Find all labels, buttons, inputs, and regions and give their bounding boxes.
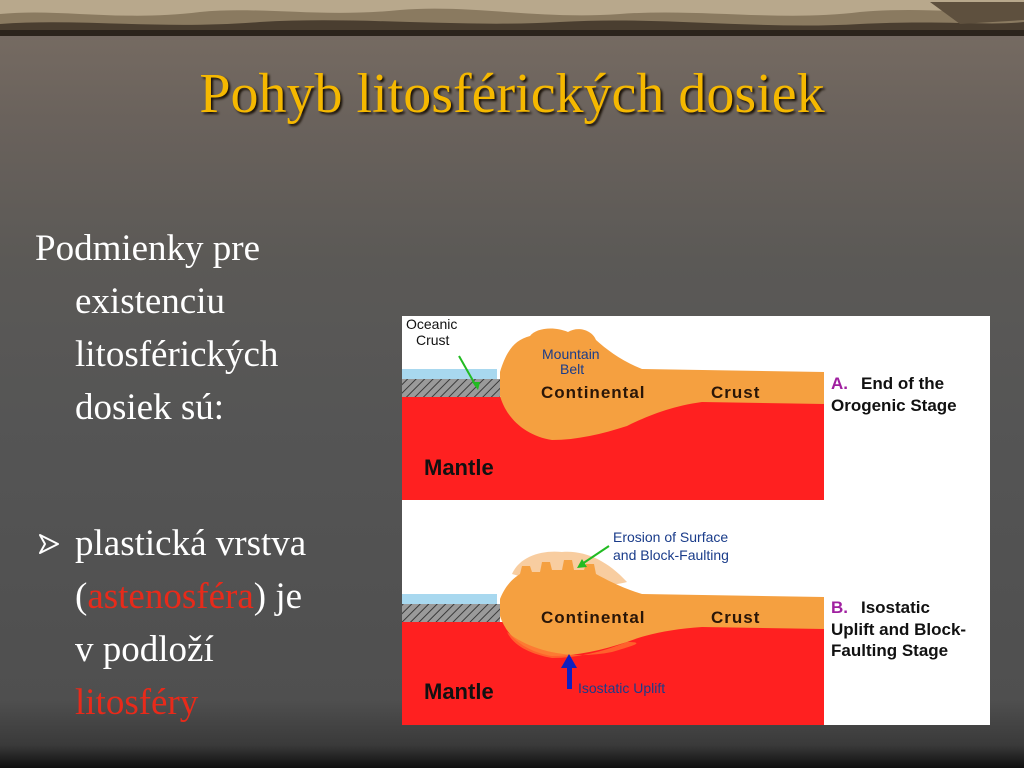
oceanic-crust-b bbox=[402, 604, 500, 622]
stage-b-line-1: Isostatic bbox=[861, 598, 930, 617]
erosion-label-1: Erosion of Surface bbox=[613, 529, 729, 545]
bullet-line-2 bbox=[35, 570, 375, 623]
intro-line-3: litosférických bbox=[75, 334, 279, 375]
bullet-after-term: ) je bbox=[253, 576, 303, 617]
stage-b-letter: B. bbox=[831, 598, 848, 617]
continental-label-a: Continental bbox=[541, 383, 646, 402]
oceanic-label-2: Crust bbox=[416, 332, 450, 348]
ocean-layer-b bbox=[402, 594, 497, 604]
mantle-label-a: Mantle bbox=[424, 455, 494, 480]
stage-a-letter: A. bbox=[831, 374, 848, 393]
oceanic-crust-a bbox=[402, 379, 500, 397]
oceanic-label-1: Oceanic bbox=[406, 316, 458, 332]
continental-label-b: Continental bbox=[541, 608, 646, 627]
bullet-highlight-lithosphere: litosféry bbox=[75, 682, 199, 723]
erosion-label-2: and Block-Faulting bbox=[613, 547, 729, 563]
intro-line-2: existenciu bbox=[75, 281, 226, 322]
intro-line-1: Podmienky pre bbox=[35, 228, 261, 269]
uplift-label: Isostatic Uplift bbox=[578, 680, 666, 696]
crust-label-a: Crust bbox=[711, 383, 761, 402]
mountain-label-2: Belt bbox=[560, 361, 585, 377]
intro-line-4: dosiek sú: bbox=[75, 387, 225, 428]
intro-paragraph bbox=[35, 222, 365, 434]
bullet-item bbox=[35, 517, 375, 729]
stage-a-line-1: End of the bbox=[861, 374, 945, 393]
mantle-label-b: Mantle bbox=[424, 679, 494, 704]
stage-a-line-2: Orogenic Stage bbox=[831, 396, 957, 415]
bullet-open-paren: ( bbox=[75, 576, 88, 617]
uplift-arrow-shaft bbox=[567, 665, 572, 689]
crust-label-b: Crust bbox=[711, 608, 761, 627]
stage-b-line-2: Uplift and Block- bbox=[831, 620, 967, 639]
bullet-highlight-asthenosphere: astenosféra bbox=[87, 576, 254, 617]
slide-title: Pohyb litosférických dosiek bbox=[199, 63, 825, 125]
ocean-layer-a bbox=[402, 369, 497, 379]
bullet-line-1: plastická vrstva bbox=[75, 523, 307, 564]
stage-b-line-3: Faulting Stage bbox=[831, 641, 949, 660]
top-landscape-banner bbox=[0, 0, 1024, 36]
mountain-label-1: Mountain bbox=[542, 346, 600, 362]
plate-tectonics-diagram bbox=[402, 316, 990, 725]
bullet-line-3: v podloží bbox=[75, 629, 214, 670]
